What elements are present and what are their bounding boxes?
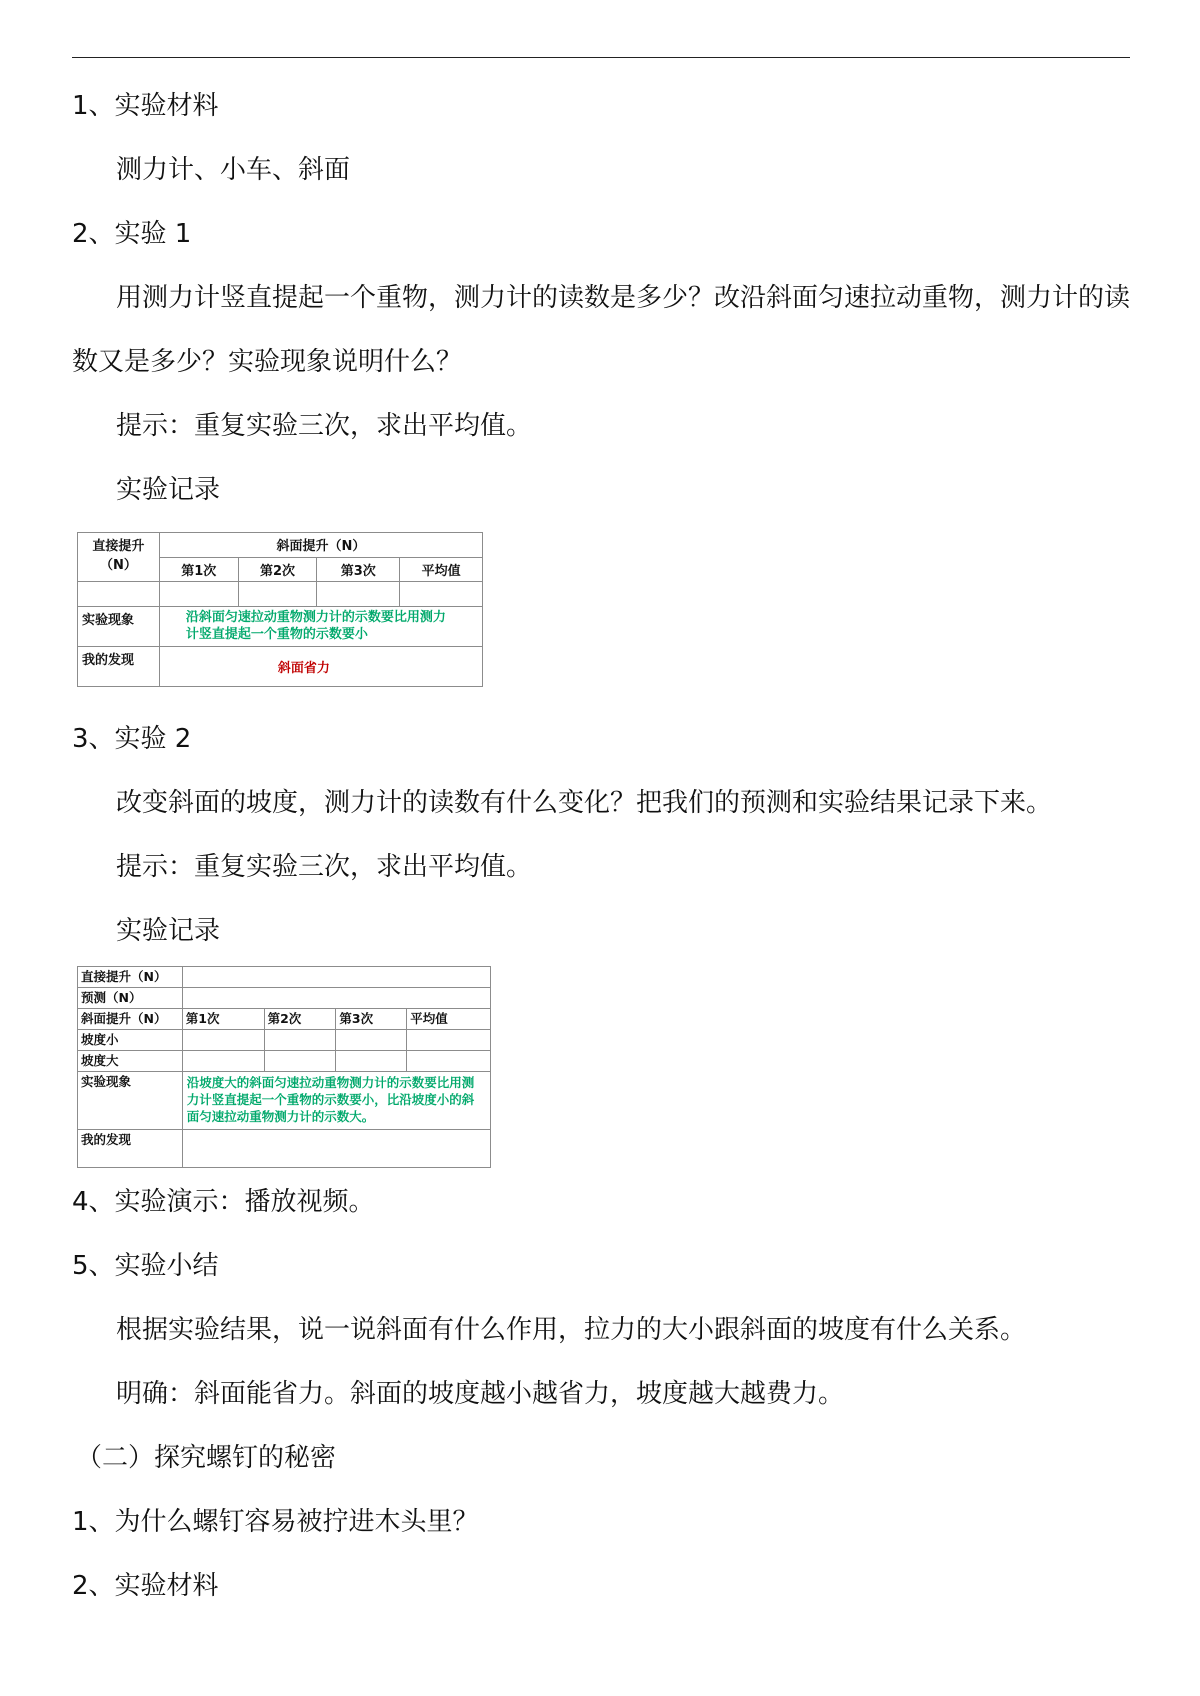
slope-lift-label: 斜面提升（N） (78, 1009, 183, 1030)
summary-conclusion: 明确：斜面能省力。斜面的坡度越小越省力，坡度越大越费力。 (116, 1379, 845, 1409)
section5-heading: 5、实验小结 (72, 1251, 219, 1281)
trial-3-value (317, 582, 400, 607)
trial-2-value (238, 582, 317, 607)
section1-heading: 1、实验材料 (72, 91, 219, 121)
col-trial-2: 第2次 (264, 1009, 336, 1030)
trial-1-value (159, 582, 238, 607)
direct-lift-value (78, 582, 160, 607)
phenomenon-label: 实验现象 (78, 1072, 183, 1130)
col-trial-3: 第3次 (336, 1009, 407, 1030)
average-value (400, 582, 483, 607)
col-average: 平均值 (400, 558, 483, 582)
direct-lift-cell (182, 967, 490, 988)
phenomenon-label: 实验现象 (78, 607, 160, 647)
phenomenon-text: 沿斜面匀速拉动重物测力计的示数要比用测力计竖直提起一个重物的示数要小 (159, 607, 482, 647)
screw-materials-heading: 2、实验材料 (72, 1571, 219, 1601)
finding-label: 我的发现 (78, 1130, 183, 1168)
col-trial-1: 第1次 (159, 558, 238, 582)
finding-text: 斜面省力 (159, 647, 482, 687)
section3-heading: 3、实验 2 (72, 724, 192, 754)
col-trial-3: 第3次 (317, 558, 400, 582)
prediction-label: 预测（N） (78, 988, 183, 1009)
experiment1-record-table (77, 532, 483, 687)
experiment1-hint: 提示：重复实验三次，求出平均值。 (116, 411, 533, 441)
prediction-cell (182, 988, 490, 1009)
col-average: 平均值 (407, 1009, 491, 1030)
section2-heading: 2、实验 1 (72, 219, 192, 249)
experiment1-record-label: 实验记录 (116, 475, 221, 505)
col-trial-2: 第2次 (238, 558, 317, 582)
part2-heading: （二）探究螺钉的秘密 (76, 1443, 337, 1473)
experiment2-record-table (77, 966, 491, 1168)
small-slope-label: 坡度小 (78, 1030, 183, 1051)
experiment1-question-line1: 用测力计竖直提起一个重物，测力计的读数是多少？改沿斜面匀速拉动重物，测力计的读 (116, 283, 1131, 313)
header-rule (72, 57, 1130, 58)
phenomenon-text: 沿坡度大的斜面匀速拉动重物测力计的示数要比用测力计竖直提起一个重物的示数要小，比沿坡度小的斜面匀速拉动重物测力计的示数大。 (182, 1072, 490, 1130)
finding-cell (182, 1130, 490, 1168)
experiment2-hint: 提示：重复实验三次，求出平均值。 (116, 852, 533, 882)
screw-question: 1、为什么螺钉容易被拧进木头里？ (72, 1507, 479, 1537)
experiment2-record-label: 实验记录 (116, 916, 221, 946)
materials-text: 测力计、小车、斜面 (116, 155, 351, 185)
experiment2-question: 改变斜面的坡度，测力计的读数有什么变化？把我们的预测和实验结果记录下来。 (116, 788, 1053, 818)
col-trial-1: 第1次 (182, 1009, 264, 1030)
finding-label: 我的发现 (78, 647, 160, 687)
summary-question: 根据实验结果，说一说斜面有什么作用，拉力的大小跟斜面的坡度有什么关系。 (116, 1315, 1027, 1345)
large-slope-label: 坡度大 (78, 1051, 183, 1072)
experiment1-question-line2: 数又是多少？实验现象说明什么？ (72, 347, 463, 377)
slope-lift-header: 斜面提升（N） (159, 533, 482, 558)
direct-lift-header: 直接提升（N） (78, 533, 160, 582)
section4-heading: 4、实验演示：播放视频。 (72, 1187, 375, 1217)
direct-lift-label: 直接提升（N） (78, 967, 183, 988)
